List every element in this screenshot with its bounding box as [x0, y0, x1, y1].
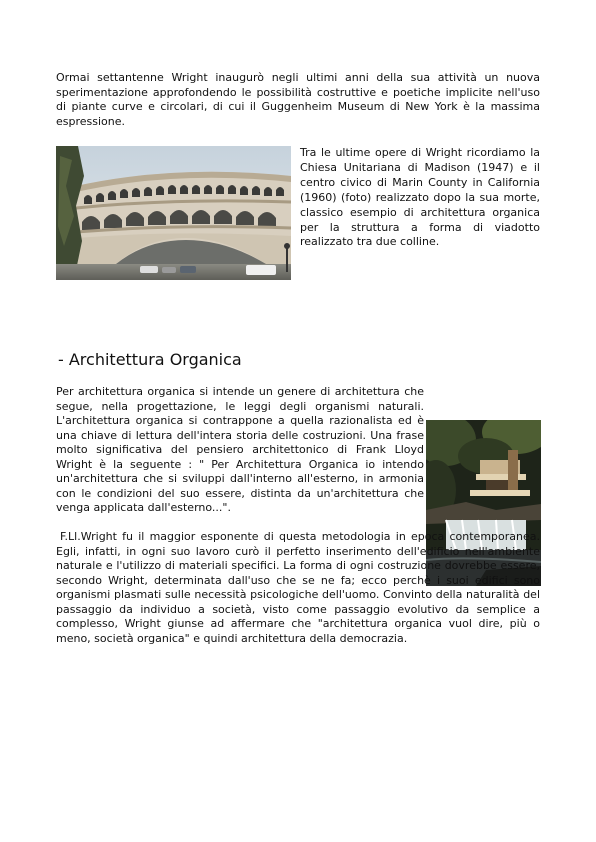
paragraph-marin-county: Tra le ultime opere di Wright ricordiamo la Chiesa Unitariana di Madison (1947) e il centro civico di Marin County in California (1960) (foto) realizzato dopo la sua morte, classico esempio di architettura organica per la struttura a forma di viadotto realizzato tra due colline. [300, 146, 540, 249]
paragraph-organic-definition-text: Per architettura organica si intende un genere di architettura che segue, nella progettazione, le leggi degli organismi naturali. L'architettura organica si contrappone a quella razionalista ed è una chiave di lettura dell'intera storia delle costruzioni. Una frase molto significativa del pensiero architettonico di Frank Lloyd Wright è la seguente : " Per Architettura Organica io intendo un'architettura che si sviluppi dall'interno all'esterno, in armonia con le condizioni del suo essere, distinta da un'architettura che venga applicata dall'esterno...". [56, 385, 424, 514]
civic-center-illustration [56, 146, 291, 280]
paragraph-wright-methodology [56, 530, 540, 646]
paragraph-guggenheim: Ormai settantenne Wright inaugurò negli ultimi anni della sua attività un nuova sperimentazione approfondendo le possibilità costruttive e poetiche implicite nell'uso di piante curve e circolari, di cui il Guggenheim Museum di New York è la massima espressione. [56, 71, 540, 128]
paragraph-wright-methodology-text: F.Ll.Wright fu il maggior esponente di questa metodologia in epoca contemporanea. Egli, infatti, in ogni suo lavoro curò il perfetto inserimento dell'edificio nell'ambiente naturale e l'utilizzo di materiali specifici. La forma di ogni costruzione dovrebbe essere, secondo Wright, determinata dall'uso che se ne fa; ecco perchè i suoi edifici sono organismi plasmati sulle necessità psicologiche dell'uomo. Convinto della naturalità del passaggio da individuo a società, visto come passaggio evolutivo da semplice a complesso, Wright giunse ad affermare che "architettura organica vuol dire, più o meno, società organica" e quindi architettura della democrazia. [56, 530, 540, 645]
section-heading: - Architettura Organica [58, 350, 242, 369]
marin-county-civic-center-photo [56, 146, 291, 280]
